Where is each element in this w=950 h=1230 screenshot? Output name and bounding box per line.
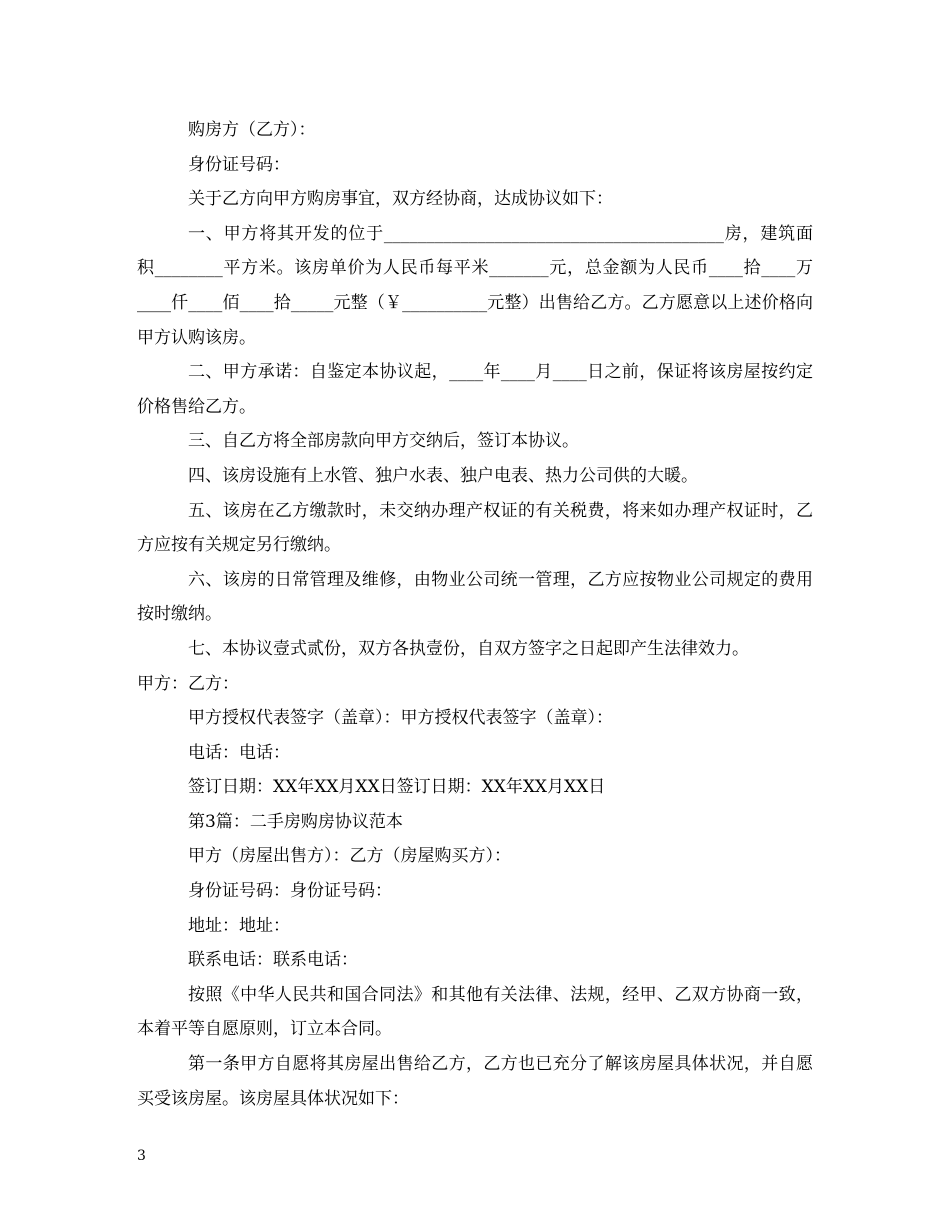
paragraph: 六、该房的日常管理及维修，由物业公司统一管理，乙方应按物业公司规定的费用按时缴纳。	[137, 569, 813, 625]
document-body	[137, 113, 813, 1116]
paragraph: 四、该房设施有上水管、独户水表、独户电表、热力公司供的大暖。	[188, 465, 698, 486]
section-heading: 第3篇：二手房购房协议范本	[188, 811, 403, 832]
paragraph: 五、该房在乙方缴款时，未交纳办理产权证的有关税费，将来如办理产权证时，乙方应按有关规定另行缴纳。	[137, 500, 813, 556]
paragraph: 按照《中华人民共和国合同法》和其他有关法律、法规，经甲、乙双方协商一致，本着平等自愿原则，订立本合同。	[137, 984, 813, 1040]
paragraph: 三、自乙方将全部房款向甲方交纳后，签订本协议。	[188, 431, 579, 452]
paragraph: 甲方：乙方：	[137, 673, 239, 694]
paragraph: 甲方授权代表签字（盖章）：甲方授权代表签字（盖章）：	[188, 708, 613, 729]
paragraph: 身份证号码：	[188, 154, 290, 175]
paragraph: 一、甲方将其开发的位于________________________________________房，建筑面积________平方米。该房单价为人民币每平米_______元，总金额为人民币____拾____万____仟____佰____拾_____元整（￥__________元整）出售给乙方。乙方愿意以上述价格向甲方认购该房。	[137, 223, 813, 348]
paragraph: 购房方（乙方）：	[188, 120, 316, 140]
paragraph: 第一条甲方自愿将其房屋出售给乙方，乙方也已充分了解该房屋具体状况，并自愿买受该房屋。该房屋具体状况如下：	[137, 1054, 813, 1109]
paragraph: 甲方（房屋出售方）：乙方（房屋购买方）：	[188, 846, 511, 867]
paragraph: 联系电话：联系电话：	[188, 950, 358, 971]
paragraph: 关于乙方向甲方购房事宜，双方经协商，达成协议如下：	[188, 189, 613, 210]
paragraph: 二、甲方承诺：自鉴定本协议起，____年____月____日之前，保证将该房屋按约定价格售给乙方。	[137, 362, 813, 417]
paragraph: 电话：电话：	[188, 742, 290, 763]
paragraph: 身份证号码：身份证号码：	[188, 881, 392, 902]
page-number: 3	[137, 1148, 146, 1164]
paragraph: 七、本协议壹式贰份，双方各执壹份，自双方签字之日起即产生法律效力。	[188, 638, 749, 659]
paragraph: 地址：地址：	[188, 915, 290, 936]
paragraph: 签订日期：XX年XX月XX日签订日期：XX年XX月XX日	[188, 777, 606, 798]
